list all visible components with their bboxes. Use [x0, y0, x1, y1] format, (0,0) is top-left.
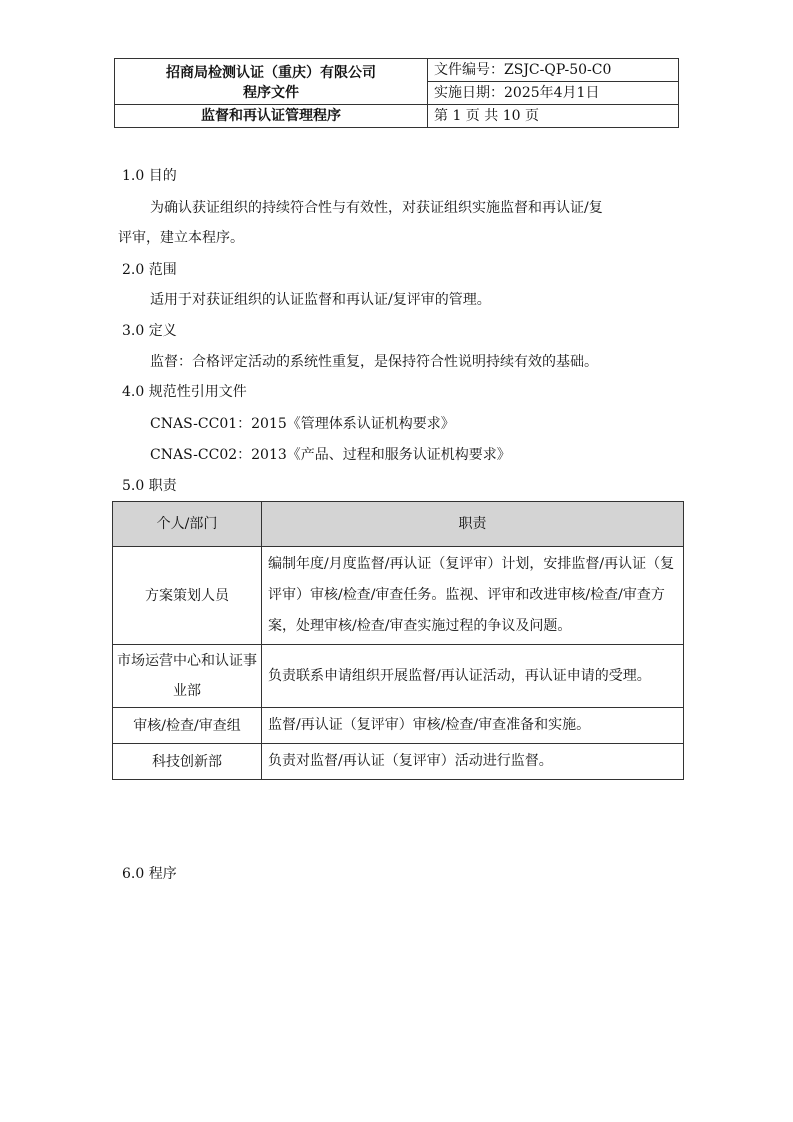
company-name-cell: [115, 59, 428, 105]
document-header-table: [114, 58, 679, 128]
section-2-text: 适用于对获证组织的认证监督和再认证/复评审的管理。: [150, 292, 491, 308]
effective-date: 实施日期：2025年4月1日: [428, 82, 679, 105]
duty-cell: 负责联系申请组织开展监督/再认证活动，再认证申请的受理。: [262, 645, 684, 708]
column-header-dept: 个人/部门: [113, 502, 262, 547]
duty-cell: 编制年度/月度监督/再认证（复评审）计划，安排监督/再认证（复评审）审核/检查/审查任务。监视、评审和改进审核/检查/审查方案，处理审核/检查/审查实施过程的争议及问题。: [262, 547, 684, 645]
reference-cnas-cc02: CNAS-CC02：2013《产品、过程和服务认证机构要求》: [150, 447, 511, 463]
duty-cell: 负责对监督/再认证（复评审）活动进行监督。: [262, 744, 684, 780]
dept-cell: 审核/检查/审查组: [113, 708, 262, 744]
section-4-title: 4.0 规范性引用文件: [122, 384, 247, 400]
table-header-row: [113, 502, 684, 547]
table-row: [113, 744, 684, 780]
company-name: 招商局检测认证（重庆）有限公司: [166, 64, 376, 81]
section-2-title: 2.0 范围: [122, 262, 177, 278]
section-1-text-line2: 评审，建立本程序。: [118, 230, 244, 246]
dept-cell: 科技创新部: [113, 744, 262, 780]
table-row: [113, 708, 684, 744]
dept-cell: 方案策划人员: [113, 547, 262, 645]
section-6-title: 6.0 程序: [122, 866, 177, 882]
column-header-duty: 职责: [262, 502, 684, 547]
section-3-text: 监督：合格评定活动的系统性重复，是保持符合性说明持续有效的基础。: [150, 354, 598, 370]
section-3-title: 3.0 定义: [122, 323, 177, 339]
doc-number: 文件编号：ZSJC-QP-50-C0: [428, 59, 679, 82]
duty-cell: 监督/再认证（复评审）审核/检查/审查准备和实施。: [262, 708, 684, 744]
table-row: [113, 645, 684, 708]
reference-cnas-cc01: CNAS-CC01：2015《管理体系认证机构要求》: [150, 416, 455, 432]
section-1-title: 1.0 目的: [122, 168, 177, 184]
page-info: 第 1 页 共 10 页: [428, 105, 679, 128]
responsibility-table: [112, 501, 684, 780]
doc-title: 监督和再认证管理程序: [115, 105, 428, 128]
document-type: 程序文件: [243, 84, 299, 101]
dept-cell: 市场运营中心和认证事业部: [113, 645, 262, 708]
section-5-title: 5.0 职责: [122, 478, 177, 494]
section-1-text-line1: 为确认获证组织的持续符合性与有效性，对获证组织实施监督和再认证/复: [150, 200, 603, 216]
table-row: [113, 547, 684, 645]
